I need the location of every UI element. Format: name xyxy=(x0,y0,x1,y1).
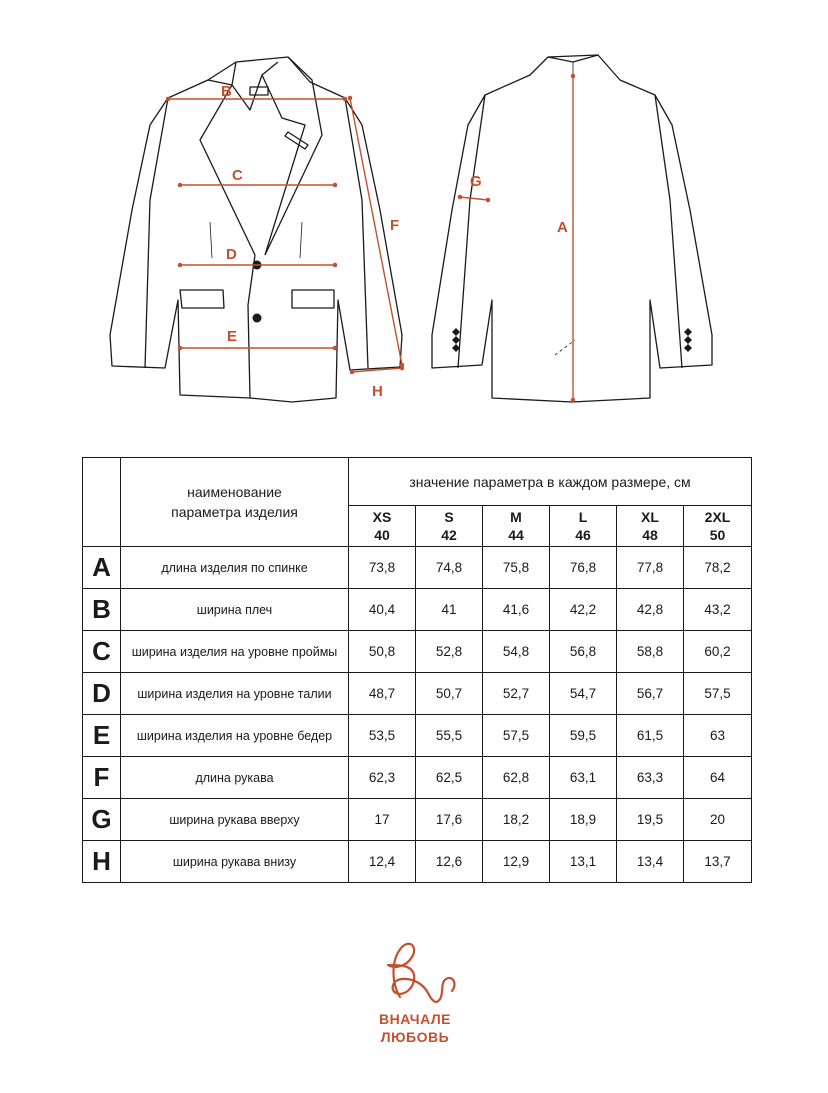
table-cell: 42,2 xyxy=(550,589,617,631)
table-row xyxy=(83,673,752,715)
table-cell: 52,8 xyxy=(416,631,483,673)
size-ru-number: 48 xyxy=(642,527,658,543)
table-row xyxy=(83,715,752,757)
table-cell: 62,3 xyxy=(349,757,416,799)
table-row xyxy=(83,799,752,841)
row-param-name: ширина рукава внизу xyxy=(121,841,349,883)
size-ru-number: 40 xyxy=(374,527,390,543)
table-cell: 54,7 xyxy=(550,673,617,715)
row-letter: B xyxy=(83,589,121,631)
table-cell: 78,2 xyxy=(684,547,752,589)
table-cell: 17,6 xyxy=(416,799,483,841)
table-cell: 74,8 xyxy=(416,547,483,589)
row-param-name: ширина изделия на уровне талии xyxy=(121,673,349,715)
table-cell: 19,5 xyxy=(617,799,684,841)
size-header-xs xyxy=(349,506,416,547)
table-cell: 57,5 xyxy=(483,715,550,757)
table-row xyxy=(83,547,752,589)
size-header-l xyxy=(550,506,617,547)
table-cell: 48,7 xyxy=(349,673,416,715)
table-row xyxy=(83,841,752,883)
table-cell: 13,7 xyxy=(684,841,752,883)
size-label: XL xyxy=(641,509,659,525)
table-cell: 41,6 xyxy=(483,589,550,631)
jacket-measurement-diagram xyxy=(0,0,828,440)
table-cell: 63 xyxy=(684,715,752,757)
letter-header-cell xyxy=(83,458,121,547)
table-cell: 20 xyxy=(684,799,752,841)
brand-monogram-icon xyxy=(340,935,490,1010)
table-cell: 13,4 xyxy=(617,841,684,883)
size-label: M xyxy=(510,509,522,525)
table-cell: 50,7 xyxy=(416,673,483,715)
row-param-name: длина рукава xyxy=(121,757,349,799)
row-param-name: длина изделия по спинке xyxy=(121,547,349,589)
table-cell: 52,7 xyxy=(483,673,550,715)
param-header: наименование параметра изделия xyxy=(121,458,349,547)
front-measurement-labels xyxy=(221,83,399,400)
label-h: H xyxy=(372,383,383,400)
size-label: 2XL xyxy=(704,509,731,525)
label-g: G xyxy=(470,173,482,190)
size-ru-number: 42 xyxy=(441,527,457,543)
table-row xyxy=(83,757,752,799)
table-cell: 61,5 xyxy=(617,715,684,757)
table-cell: 12,6 xyxy=(416,841,483,883)
table-cell: 58,8 xyxy=(617,631,684,673)
table-cell: 53,5 xyxy=(349,715,416,757)
table-cell: 12,9 xyxy=(483,841,550,883)
size-header-s xyxy=(416,506,483,547)
table-cell: 57,5 xyxy=(684,673,752,715)
size-label: L xyxy=(578,509,588,525)
back-jacket xyxy=(432,55,712,402)
row-letter: G xyxy=(83,799,121,841)
table-row xyxy=(83,631,752,673)
back-measurement-labels xyxy=(470,173,568,236)
table-cell: 18,2 xyxy=(483,799,550,841)
row-param-name: ширина изделия на уровне бедер xyxy=(121,715,349,757)
values-header: значение параметра в каждом размере, см xyxy=(349,458,752,506)
row-letter: D xyxy=(83,673,121,715)
size-chart-table xyxy=(82,457,752,883)
size-header-xl xyxy=(617,506,684,547)
back-measurements xyxy=(460,76,573,400)
table-cell: 55,5 xyxy=(416,715,483,757)
size-ru-number: 46 xyxy=(575,527,591,543)
size-ru-number: 50 xyxy=(709,527,726,543)
row-letter: F xyxy=(83,757,121,799)
label-d: D xyxy=(226,246,237,263)
size-header-2xl xyxy=(684,506,752,547)
table-cell: 56,8 xyxy=(550,631,617,673)
label-e: E xyxy=(227,328,238,345)
table-cell: 62,8 xyxy=(483,757,550,799)
table-cell: 18,9 xyxy=(550,799,617,841)
row-letter: A xyxy=(83,547,121,589)
label-c: C xyxy=(232,167,243,184)
table-cell: 73,8 xyxy=(349,547,416,589)
table-cell: 62,5 xyxy=(416,757,483,799)
table-cell: 56,7 xyxy=(617,673,684,715)
size-header-m xyxy=(483,506,550,547)
front-jacket xyxy=(110,57,402,402)
table-cell: 64 xyxy=(684,757,752,799)
brand-name-line2: ЛЮБОВЬ xyxy=(380,1029,450,1045)
table-cell: 41 xyxy=(416,589,483,631)
row-letter: H xyxy=(83,841,121,883)
label-f: F xyxy=(390,217,400,234)
table-cell: 59,5 xyxy=(550,715,617,757)
table-cell: 40,4 xyxy=(349,589,416,631)
label-a: A xyxy=(557,219,568,236)
row-letter: E xyxy=(83,715,121,757)
table-cell: 13,1 xyxy=(550,841,617,883)
brand-logo xyxy=(340,935,490,1075)
table-cell: 54,8 xyxy=(483,631,550,673)
table-cell: 42,8 xyxy=(617,589,684,631)
table-cell: 50,8 xyxy=(349,631,416,673)
table-cell: 43,2 xyxy=(684,589,752,631)
label-b: B xyxy=(221,83,232,100)
row-param-name: ширина рукава вверху xyxy=(121,799,349,841)
table-cell: 63,1 xyxy=(550,757,617,799)
table-cell: 60,2 xyxy=(684,631,752,673)
table-cell: 75,8 xyxy=(483,547,550,589)
size-ru-number: 44 xyxy=(508,527,524,543)
table-cell: 77,8 xyxy=(617,547,684,589)
row-letter: C xyxy=(83,631,121,673)
row-param-name: ширина изделия на уровне проймы xyxy=(121,631,349,673)
table-cell: 76,8 xyxy=(550,547,617,589)
table-cell: 17 xyxy=(349,799,416,841)
button-icon xyxy=(253,314,262,323)
table-cell: 63,3 xyxy=(617,757,684,799)
brand-name-line1: ВНАЧАЛЕ xyxy=(378,1011,452,1027)
row-param-name: ширина плеч xyxy=(121,589,349,631)
table-row xyxy=(83,589,752,631)
size-label: S xyxy=(444,509,454,525)
size-label: XS xyxy=(372,509,392,525)
table-cell: 12,4 xyxy=(349,841,416,883)
